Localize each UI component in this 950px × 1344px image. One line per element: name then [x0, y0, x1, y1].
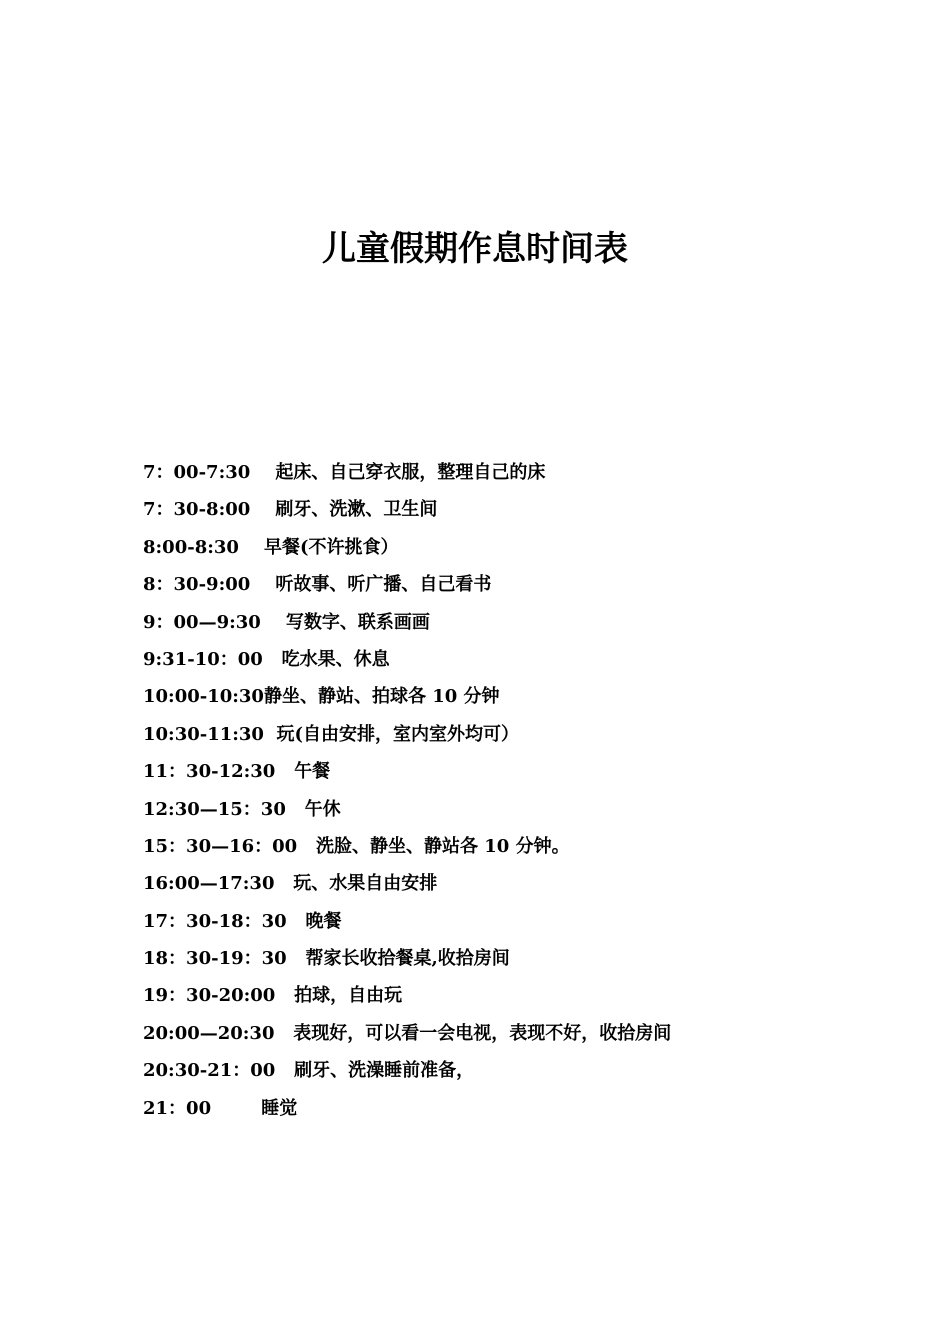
schedule-row — [143, 831, 843, 868]
schedule-activity: 表现好，可以看一会电视，表现不好，收拾房间 — [293, 1022, 672, 1044]
schedule-row — [143, 681, 843, 718]
schedule-row — [143, 607, 843, 644]
schedule-activity: 晚餐 — [305, 910, 342, 932]
schedule-time: 18：30-19：30 — [143, 948, 287, 970]
schedule-time: 10:00-10:30 — [143, 686, 264, 708]
document-title: 儿童假期作息时间表 — [322, 229, 628, 269]
schedule-activity: 写数字、联系画画 — [285, 611, 430, 633]
schedule-time: 9：00—9:30 — [143, 611, 261, 633]
schedule-time: 17：30-18：30 — [143, 910, 287, 932]
schedule-time: 15：30—16：00 — [143, 835, 298, 857]
schedule-activity: 刷牙、洗漱、卫生间 — [275, 499, 438, 521]
schedule-time: 16:00—17:30 — [143, 873, 275, 895]
schedule-time: 20:30-21：00 — [143, 1060, 276, 1082]
schedule-time: 9:31-10：00 — [143, 648, 263, 670]
schedule-row — [143, 756, 843, 793]
schedule-list — [143, 457, 843, 1130]
schedule-row — [143, 569, 843, 606]
schedule-activity: 吃水果、休息 — [281, 648, 390, 670]
schedule-activity: 玩、水果自由安排 — [293, 873, 438, 895]
schedule-time: 7：30-8:00 — [143, 499, 251, 521]
schedule-row — [143, 980, 843, 1017]
schedule-row — [143, 1018, 843, 1055]
schedule-row — [143, 494, 843, 531]
schedule-row — [143, 906, 843, 943]
schedule-row — [143, 943, 843, 980]
schedule-time: 8：30-9:00 — [143, 574, 251, 596]
schedule-time: 11：30-12:30 — [143, 761, 276, 783]
schedule-row — [143, 868, 843, 905]
schedule-activity: 玩(自由安排，室内室外均可） — [276, 723, 520, 745]
schedule-row — [143, 794, 843, 831]
schedule-activity: 起床、自己穿衣服，整理自己的床 — [275, 462, 546, 483]
schedule-time: 10:30-11:30 — [143, 723, 264, 745]
schedule-row — [143, 1093, 843, 1130]
schedule-time: 19：30-20:00 — [143, 985, 276, 1007]
schedule-time: 21：00 — [143, 1097, 212, 1119]
schedule-activity: 静坐、静站、拍球各 10 分钟 — [263, 686, 500, 708]
schedule-activity: 午休 — [304, 798, 341, 820]
schedule-time: 7：00-7:30 — [143, 462, 251, 483]
schedule-activity: 午餐 — [294, 761, 331, 783]
schedule-row — [143, 457, 843, 494]
schedule-time: 8:00-8:30 — [143, 536, 239, 558]
schedule-row — [143, 532, 843, 569]
schedule-activity: 刷牙、洗澡睡前准备， — [294, 1060, 475, 1082]
schedule-row — [143, 719, 843, 756]
schedule-row — [143, 644, 843, 681]
schedule-time: 20:00—20:30 — [143, 1022, 275, 1044]
schedule-activity: 睡觉 — [261, 1097, 298, 1119]
schedule-time: 12:30—15：30 — [143, 798, 286, 820]
schedule-activity: 拍球，自由玩 — [294, 985, 403, 1007]
schedule-activity: 听故事、听广播、自己看书 — [275, 574, 492, 596]
schedule-activity: 帮家长收拾餐桌,收拾房间 — [305, 948, 510, 970]
schedule-activity: 早餐(不许挑食） — [263, 536, 399, 558]
schedule-row — [143, 1055, 843, 1092]
schedule-activity: 洗脸、静坐、静站各 10 分钟。 — [316, 835, 570, 857]
